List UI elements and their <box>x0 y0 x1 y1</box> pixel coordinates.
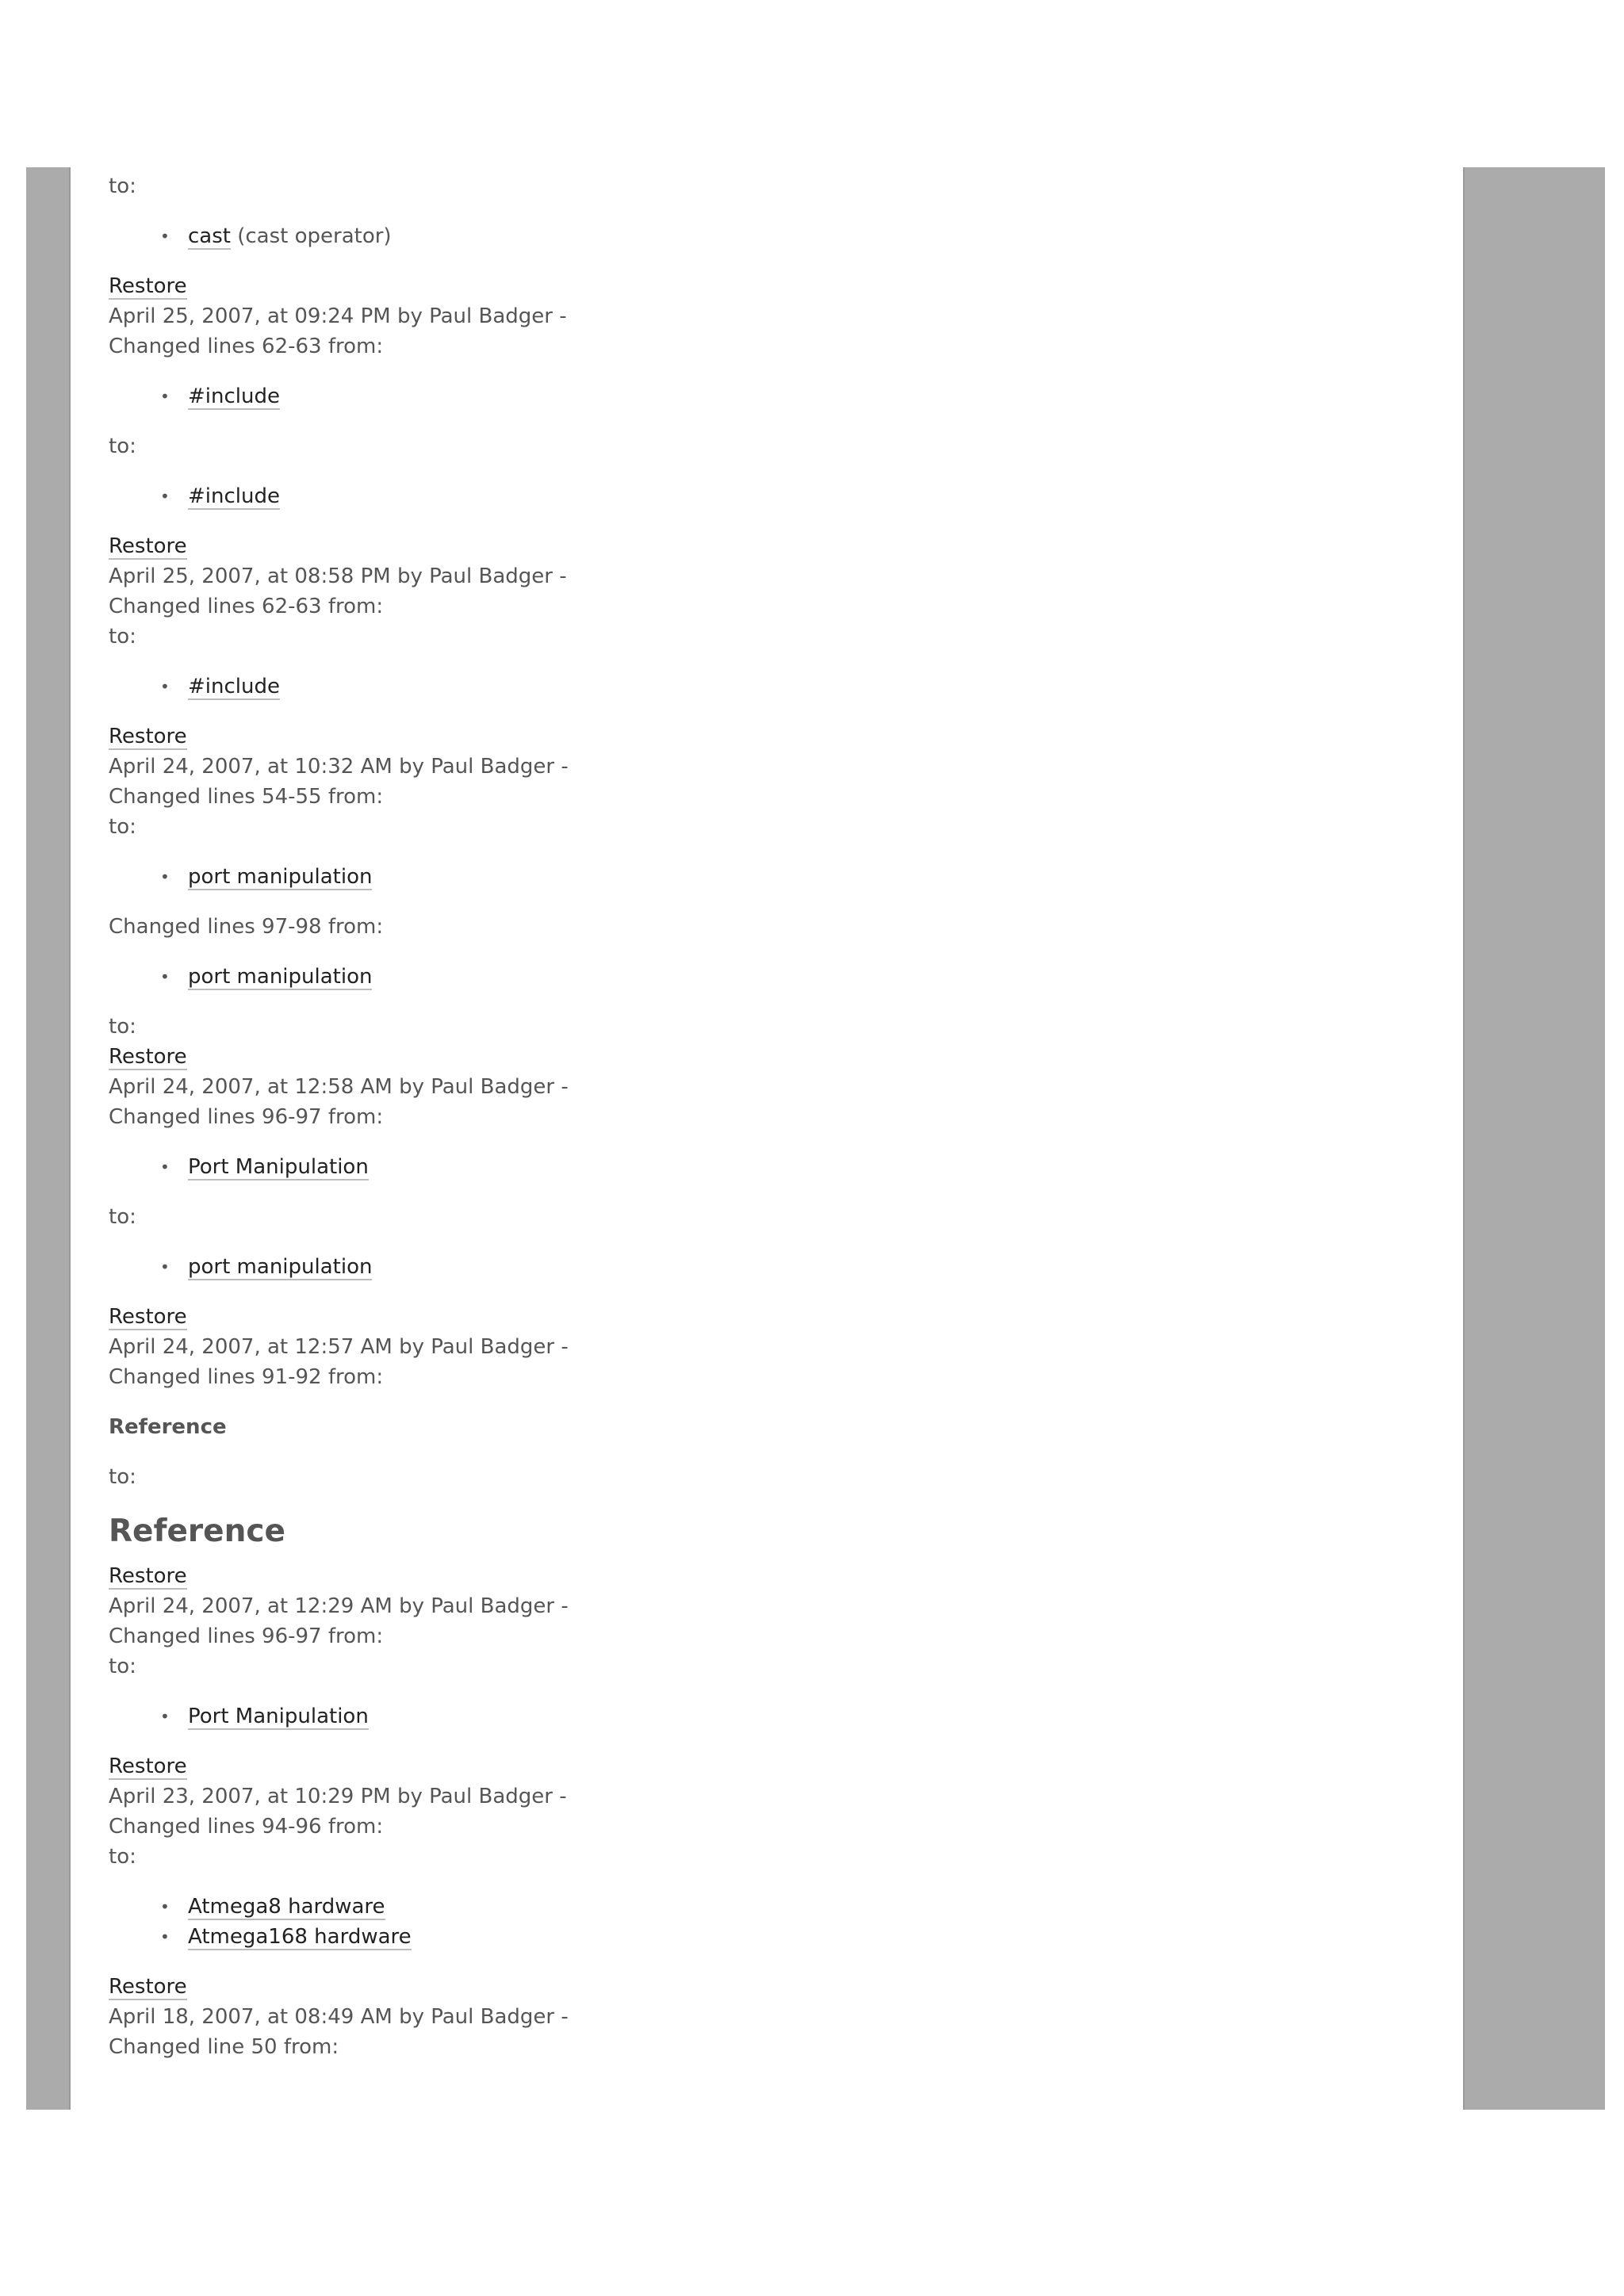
list-item <box>160 962 1417 992</box>
list-item <box>160 672 1417 702</box>
list-item <box>160 381 1417 411</box>
reference-heading-old: Reference <box>109 1415 227 1439</box>
revision-meta: April 25, 2007, at 08:58 PM by Paul Badger - <box>109 564 567 588</box>
include-link[interactable]: #include <box>188 484 280 508</box>
bullet-icon: • <box>160 1257 170 1276</box>
restore-link[interactable]: Restore <box>109 1305 187 1329</box>
list-item <box>160 1152 1417 1182</box>
restore-link[interactable]: Restore <box>109 1755 187 1778</box>
diff-list <box>109 221 1417 251</box>
cast-link[interactable]: cast <box>188 224 231 248</box>
change-description: Changed line 50 from: <box>109 2035 339 2059</box>
change-description: Changed lines 94-96 from: <box>109 1815 384 1839</box>
diff-list <box>109 962 1417 992</box>
right-sidebar-bar <box>1463 167 1605 2110</box>
restore-link[interactable]: Restore <box>109 274 187 298</box>
change-description: Changed lines 62-63 from: <box>109 335 384 358</box>
include-link[interactable]: #include <box>188 385 280 408</box>
list-item <box>160 1922 1417 1952</box>
to-label: to: <box>109 174 136 198</box>
bullet-icon: • <box>160 487 170 506</box>
list-item <box>160 1701 1417 1732</box>
port-manipulation-link[interactable]: Port Manipulation <box>188 1705 369 1728</box>
bullet-icon: • <box>160 387 170 406</box>
port-manipulation-link[interactable]: port manipulation <box>188 965 373 989</box>
restore-link[interactable]: Restore <box>109 1564 187 1588</box>
diff-list <box>109 1701 1417 1732</box>
bullet-icon: • <box>160 1158 170 1177</box>
diff-list <box>109 1252 1417 1282</box>
revision-meta: April 24, 2007, at 12:57 AM by Paul Badger - <box>109 1335 569 1359</box>
to-label: to: <box>109 434 136 458</box>
revision-meta: April 23, 2007, at 10:29 PM by Paul Badger - <box>109 1785 567 1808</box>
bullet-icon: • <box>160 1927 170 1946</box>
list-item <box>160 1892 1417 1922</box>
bullet-icon: • <box>160 1707 170 1726</box>
revision-meta: April 24, 2007, at 10:32 AM by Paul Badger - <box>109 755 569 779</box>
revision-meta: April 24, 2007, at 12:29 AM by Paul Badger - <box>109 1594 569 1618</box>
list-item <box>160 481 1417 511</box>
restore-link[interactable]: Restore <box>109 1975 187 1999</box>
list-item <box>160 1252 1417 1282</box>
restore-link[interactable]: Restore <box>109 534 187 558</box>
diff-list <box>109 1152 1417 1182</box>
change-description: Changed lines 97-98 from: <box>109 915 384 939</box>
diff-list <box>109 862 1417 892</box>
change-description: Changed lines 62-63 from: <box>109 595 384 618</box>
revision-meta: April 18, 2007, at 08:49 AM by Paul Badger - <box>109 2005 569 2029</box>
port-manipulation-link[interactable]: Port Manipulation <box>188 1155 369 1179</box>
atmega8-hardware-link[interactable]: Atmega8 hardware <box>188 1895 385 1919</box>
revision-meta: April 24, 2007, at 12:58 AM by Paul Badger - <box>109 1075 569 1099</box>
bullet-icon: • <box>160 677 170 696</box>
restore-link[interactable]: Restore <box>109 1045 187 1069</box>
to-label: to: <box>109 625 136 649</box>
diff-list <box>109 1892 1417 1952</box>
include-link[interactable]: #include <box>188 675 280 698</box>
to-label: to: <box>109 1465 136 1489</box>
to-label: to: <box>109 815 136 839</box>
page-history-content <box>109 171 1417 2062</box>
reference-heading-new: Reference <box>109 1513 285 1549</box>
bullet-icon: • <box>160 867 170 886</box>
diff-list <box>109 381 1417 411</box>
revision-meta: April 25, 2007, at 09:24 PM by Paul Badger - <box>109 304 567 328</box>
change-description: Changed lines 91-92 from: <box>109 1365 384 1389</box>
change-description: Changed lines 96-97 from: <box>109 1624 384 1648</box>
bullet-icon: • <box>160 967 170 986</box>
to-label: to: <box>109 1655 136 1678</box>
change-description: Changed lines 96-97 from: <box>109 1105 384 1129</box>
port-manipulation-link[interactable]: port manipulation <box>188 865 373 889</box>
cast-note: (cast operator) <box>237 224 392 248</box>
change-description: Changed lines 54-55 from: <box>109 785 384 809</box>
to-label: to: <box>109 1015 136 1039</box>
restore-link[interactable]: Restore <box>109 725 187 748</box>
diff-list <box>109 672 1417 702</box>
left-sidebar-bar <box>26 167 71 2110</box>
list-item <box>160 221 1417 251</box>
bullet-icon: • <box>160 227 170 246</box>
bullet-icon: • <box>160 1897 170 1916</box>
list-item <box>160 862 1417 892</box>
atmega168-hardware-link[interactable]: Atmega168 hardware <box>188 1925 412 1949</box>
diff-list <box>109 481 1417 511</box>
to-label: to: <box>109 1845 136 1869</box>
to-label: to: <box>109 1205 136 1229</box>
port-manipulation-link[interactable]: port manipulation <box>188 1255 373 1279</box>
